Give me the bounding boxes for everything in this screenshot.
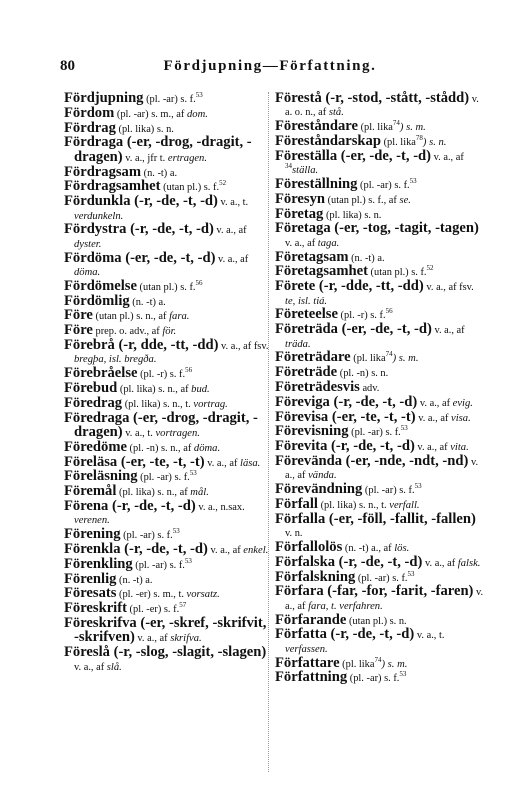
entry-etymology: skrifva.	[170, 633, 202, 645]
entry-grammar: (pl. -ar) s. f.	[132, 559, 185, 571]
entry-grammar: (pl. lika) s. n.	[115, 123, 174, 135]
entry-footnote-ref: 78	[415, 134, 423, 142]
entry-grammar: (n. -t) a.	[129, 296, 166, 308]
entry-etymology: fara.	[169, 311, 190, 323]
entry-etymology: vorsatz.	[186, 589, 220, 601]
entry-footnote-ref: 74	[392, 119, 400, 128]
entry-grammar: (pl. -ar) s. f.	[357, 180, 410, 191]
entry-headword: Föreståndare	[275, 118, 358, 135]
entry-headword: Företaga (-er, -tog, -tagit, -tagen)	[275, 220, 479, 237]
entry-grammar: v. a., af	[422, 557, 458, 569]
entry-headword: Fördystra (-r, -de, -t, -d)	[64, 221, 214, 238]
entry-headword: Förfalska (-r, -de, -t, -d)	[275, 553, 423, 570]
entry-grammar: prep. o. adv., af	[92, 326, 163, 338]
entry-grammar: adv.	[359, 382, 380, 394]
entry-etymology: ertragen.	[167, 152, 208, 164]
dictionary-entry	[64, 309, 274, 323]
entry-etymology: fara, t. verfahren.	[308, 600, 383, 612]
entry-grammar: v. a., af	[74, 661, 107, 673]
entry-etymology: för.	[162, 326, 177, 338]
entry-grammar: v. a., af	[431, 325, 465, 337]
page-number: 80	[60, 58, 75, 74]
entry-headword: Företeelse	[275, 306, 338, 323]
entry-grammar: (pl. -ar) s. f.	[120, 530, 173, 542]
entry-footnote-ref: 56	[185, 366, 193, 375]
entry-grammar: (pl. lika	[357, 122, 393, 134]
entry-headword: Författare	[275, 654, 340, 671]
entry-grammar: (pl. -er) s. f.	[126, 604, 180, 616]
dictionary-entry	[275, 671, 485, 685]
entry-grammar: v. a., af	[285, 456, 479, 482]
entry-grammar: (utan pl.) s. f., af	[325, 194, 400, 206]
entry-grammar: v. a., af fsv.	[218, 340, 269, 352]
entry-grammar: (pl. lika) s. n., t.	[317, 499, 390, 511]
dictionary-entry	[275, 92, 485, 120]
dictionary-entry	[275, 147, 485, 178]
entry-grammar: v. n.	[285, 528, 303, 540]
entry-headword: Föreställa (-er, -de, -t, -d)	[275, 147, 432, 164]
entry-headword: Förebrå (-r, dde, -tt, -dd)	[64, 336, 219, 353]
entry-etymology: evig.	[452, 397, 473, 409]
entry-headword: Förevända (-er, -nde, -ndt, -nd)	[275, 452, 469, 469]
entry-footnote-ref: 53	[189, 469, 197, 478]
entry-grammar: (n. -t) a.	[116, 574, 153, 586]
entry-footnote-ref: 53	[407, 569, 415, 578]
entry-etymology: te, isl. tiá.	[285, 295, 328, 307]
entry-etymology: stå.	[328, 107, 344, 119]
entry-grammar: (pl. -er) s. m., t.	[116, 589, 187, 601]
entry-headword: Före	[64, 322, 93, 339]
entry-grammar: v. a., af	[415, 412, 451, 424]
dictionary-entry	[275, 323, 485, 351]
entry-footnote-ref: 52	[219, 179, 227, 188]
entry-headword: Före	[64, 307, 93, 324]
entry-grammar: (pl. -ar) s. f.	[362, 485, 415, 497]
entry-grammar: (utan pl.) s. n.	[346, 615, 407, 627]
entry-footnote-ref: 53	[195, 91, 203, 99]
entry-etymology: vita.	[450, 442, 469, 454]
entry-grammar: v. a., jfr t.	[122, 152, 168, 164]
entry-headword: Förebråelse	[64, 365, 138, 382]
entry-etymology: ) s. m.	[381, 658, 408, 670]
entry-headword: Förfalskning	[275, 568, 356, 585]
entry-headword: Föredöme	[64, 438, 127, 455]
entry-grammar: v. a., af fsv.	[423, 282, 474, 294]
entry-headword: Företräda (-er, -de, -t, -d)	[275, 321, 432, 338]
entry-grammar: (pl. -r) s. f.	[137, 369, 186, 381]
entry-footnote-ref: 53	[400, 424, 408, 433]
entry-etymology: bregþa, isl. bregða.	[74, 354, 157, 366]
entry-headword: Företagsamhet	[275, 263, 368, 280]
entry-etymology: döma.	[193, 442, 221, 454]
entry-grammar: (pl. -r) s. f.	[337, 310, 386, 322]
dictionary-entry	[64, 336, 274, 367]
running-head: Fördjupning—Författning.	[163, 58, 377, 74]
entry-footnote-ref: 56	[195, 278, 203, 287]
entry-etymology: enkel.	[243, 544, 269, 556]
right-column	[275, 92, 485, 686]
entry-grammar: v. a., af	[285, 237, 318, 249]
entry-headword: Föremål	[64, 483, 117, 500]
entry-headword: Företag	[275, 205, 324, 222]
column-divider	[268, 92, 269, 772]
entry-grammar: (pl. -ar) s. f.	[348, 427, 401, 439]
entry-footnote-ref: 52	[426, 264, 434, 273]
entry-headword: Förete (-r, -dde, -tt, -dd)	[275, 278, 424, 295]
entry-etymology: vortrag.	[193, 398, 228, 410]
entry-headword: Företrädesvis	[275, 378, 360, 395]
entry-grammar: (n. -t) a., af	[342, 542, 395, 554]
entry-grammar: (pl. lika) s. n., t.	[122, 398, 194, 410]
entry-headword: Föreståndarskap	[275, 133, 381, 149]
entry-headword: Förfarande	[275, 611, 347, 628]
entry-headword: Fördömlig	[64, 292, 130, 309]
entry-headword: Förfallolös	[275, 538, 343, 555]
entry-grammar: (pl. -ar) s. f.	[355, 572, 408, 584]
entry-headword: Fördjupning	[64, 90, 144, 106]
entry-headword: Företagsam	[275, 248, 349, 265]
dictionary-entry	[275, 585, 485, 613]
entry-headword: Förestå (-r, -stod, -stått, -stådd)	[275, 90, 470, 106]
dictionary-entry	[275, 222, 485, 250]
entry-grammar: v. a., t.	[414, 630, 445, 642]
entry-etymology: bud.	[191, 383, 210, 395]
entry-etymology: dom.	[186, 108, 208, 120]
entry-headword: Förening	[64, 526, 121, 543]
entry-headword: Fördrag	[64, 119, 116, 136]
entry-etymology: vända.	[308, 470, 337, 482]
entry-headword: Författa (-r, -de, -t, -d)	[275, 626, 415, 643]
entry-headword: Föreslå (-r, -slog, -slagit, -slagen)	[64, 644, 267, 661]
entry-etymology: visa.	[451, 412, 471, 424]
entry-grammar: (pl. lika	[350, 353, 386, 365]
dictionary-entry	[275, 452, 485, 483]
entry-headword: Föreskrifva (-er, -skref, -skrifvit, -skrifven)	[64, 614, 267, 646]
entry-grammar: (n. -t) a.	[141, 167, 178, 179]
entry-headword: Föreställning	[275, 176, 358, 192]
entry-grammar: (utan pl.) s. f.	[160, 182, 220, 194]
entry-grammar: v. a., t.	[217, 197, 249, 209]
entry-grammar: v. a., af	[285, 587, 484, 612]
entry-grammar: (pl. -ar) s. f.	[137, 472, 190, 484]
entry-headword: Författning	[275, 669, 348, 686]
entry-headword: Förevisa (-er, -te, -t, -t)	[275, 408, 416, 425]
entry-headword: Förevändning	[275, 481, 363, 498]
entry-etymology: lös.	[394, 542, 410, 554]
dictionary-entry	[64, 136, 274, 165]
entry-grammar: (pl. lika	[380, 137, 416, 148]
entry-grammar: (pl. lika	[339, 658, 375, 670]
entry-footnote-ref: 34	[285, 162, 292, 171]
entry-grammar: v. a., af	[213, 225, 247, 237]
dictionary-entry	[64, 614, 274, 646]
entry-footnote-ref: 74	[385, 350, 393, 359]
entry-grammar: v. a., af	[431, 151, 464, 163]
entry-grammar: (pl. -ar) s. f.	[143, 94, 196, 105]
entry-etymology: verfall.	[389, 499, 420, 511]
entry-headword: Fördunkla (-r, -de, -t, -d)	[64, 193, 218, 210]
entry-headword: Fördragsam	[64, 163, 142, 180]
entry-footnote-ref: 57	[179, 601, 187, 610]
entry-headword: Föreskrift	[64, 600, 127, 617]
entry-headword: Föresyn	[275, 190, 325, 207]
dictionary-entry	[64, 292, 274, 309]
entry-etymology: vortragen.	[155, 427, 200, 439]
entry-footnote-ref: 53	[172, 527, 180, 536]
entry-etymology: ) s. m.	[392, 353, 419, 365]
entry-headword: Föreläsning	[64, 468, 138, 485]
entry-headword: Föreläsa (-er, -te, -t, -t)	[64, 453, 205, 470]
entry-footnote-ref: 74	[374, 655, 382, 664]
entry-etymology: verfassen.	[285, 643, 328, 655]
dictionary-entry	[275, 280, 485, 308]
entry-etymology: verdunkeln.	[74, 210, 124, 222]
entry-grammar: (pl. lika) s. n., af	[117, 383, 192, 395]
entry-headword: Förenkling	[64, 555, 133, 572]
entry-grammar: v. a., t.	[122, 427, 156, 439]
entry-grammar: (pl. -ar) s. m., af	[114, 108, 187, 120]
entry-grammar: v. a., af	[417, 397, 453, 409]
entry-grammar: v. a., af	[207, 544, 244, 556]
dictionary-entry	[64, 195, 274, 223]
entry-etymology: mål.	[190, 487, 209, 499]
dictionary-entry	[64, 646, 274, 674]
entry-footnote-ref: 53	[414, 482, 422, 491]
entry-grammar: (utan pl.) s. f.	[136, 281, 196, 293]
entry-headword: Förfara (-far, -for, -farit, -faren)	[275, 583, 474, 600]
entry-headword: Fördragsamhet	[64, 178, 161, 195]
entry-headword: Företrädare	[275, 349, 351, 366]
dictionary-entry	[64, 497, 274, 528]
dictionary-entry	[64, 223, 274, 251]
entry-etymology: ) s. n.	[422, 137, 447, 148]
entry-grammar: v. a., af	[204, 457, 240, 469]
entry-headword: Företräde	[275, 364, 338, 381]
entry-headword: Fördömelse	[64, 277, 137, 294]
entry-headword: Föredrag	[64, 394, 123, 411]
entry-footnote-ref: 53	[184, 556, 192, 565]
entry-etymology: ställa.	[292, 165, 319, 177]
entry-headword: Föredraga (-er, -drog, -dragit, -dragen)	[64, 409, 258, 440]
entry-grammar: (pl. -n) s. n.	[337, 368, 389, 380]
entry-footnote-ref: 56	[385, 307, 393, 316]
left-column	[64, 92, 274, 674]
entry-etymology: ) s. m.	[399, 122, 426, 134]
entry-etymology: taga.	[317, 237, 340, 249]
entry-grammar: v. a. o. n., af	[285, 94, 479, 119]
entry-footnote-ref: 53	[409, 177, 417, 185]
entry-etymology: se.	[399, 194, 411, 206]
page-header	[60, 58, 480, 78]
dictionary-entry	[64, 249, 274, 280]
entry-grammar: v. a., af	[414, 442, 451, 454]
entry-headword: Förebud	[64, 379, 118, 396]
entry-grammar: v. a., af	[215, 253, 249, 265]
entry-headword: Fördom	[64, 104, 115, 121]
entry-etymology: läsa.	[240, 457, 261, 469]
entry-headword: Förena (-r, -de, -t, -d)	[64, 497, 196, 514]
entry-grammar: v. a., af	[134, 633, 171, 645]
entry-grammar: (utan pl.) s. n., af	[92, 311, 170, 323]
entry-headword: Föreviga (-r, -de, -t, -d)	[275, 393, 418, 410]
entry-headword: Föresats	[64, 585, 117, 602]
entry-grammar: (utan pl.) s. f.	[367, 267, 427, 279]
entry-etymology: döma.	[74, 267, 101, 278]
entry-headword: Förenlig	[64, 570, 117, 587]
entry-headword: Förenkla (-r, -de, -t, -d)	[64, 540, 208, 557]
entry-headword: Fördraga (-er, -drog, -dragit, -dragen)	[64, 134, 252, 165]
entry-headword: Fördöma (-er, -de, -t, -d)	[64, 249, 216, 266]
entry-headword: Förevita (-r, -de, -t, -d)	[275, 438, 415, 455]
dictionary-entry	[64, 409, 274, 441]
entry-etymology: slå.	[106, 661, 122, 673]
entry-headword: Förevisning	[275, 423, 349, 440]
entry-etymology: verenen.	[74, 515, 110, 527]
entry-headword: Förfall	[275, 495, 318, 512]
entry-etymology: falsk.	[457, 557, 481, 569]
entry-grammar: v. a., n.sax.	[195, 501, 245, 513]
entry-grammar: (pl. lika) s. n., af	[116, 487, 191, 499]
entry-grammar: (pl. -n) s. n., af	[126, 442, 194, 454]
entry-grammar: (pl. lika) s. n.	[323, 209, 382, 221]
entry-grammar: (pl. -ar) s. f.	[347, 673, 400, 685]
entry-footnote-ref: 53	[399, 670, 407, 679]
entry-etymology: träda.	[285, 338, 311, 350]
entry-etymology: dyster.	[74, 238, 102, 250]
entry-headword: Förfalla (-er, -föll, -fallit, -fallen)	[275, 510, 476, 527]
dictionary-entry	[275, 510, 485, 541]
entry-grammar: (n. -t) a.	[348, 252, 385, 264]
dictionary-entry	[275, 628, 485, 656]
